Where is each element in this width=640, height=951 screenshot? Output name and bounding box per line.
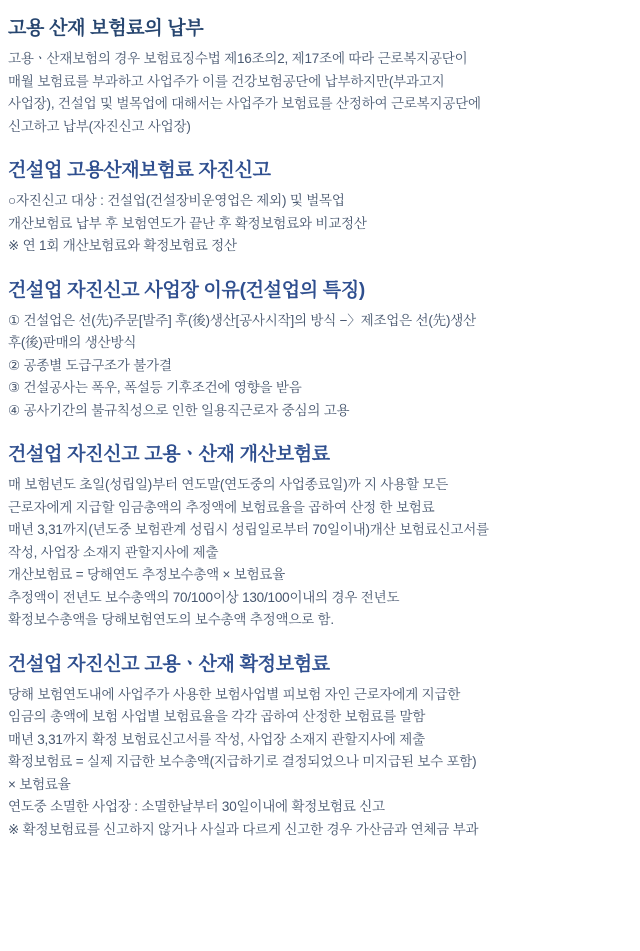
section-line: ※ 확정보험료를 신고하지 않거나 사실과 다르게 신고한 경우 가산금과 연체금 부과 <box>8 821 479 837</box>
section-line: 확정보험료 = 실제 지급한 보수총액(지급하기로 결정되었으나 미지급된 보수 포함) <box>8 754 477 769</box>
section-line: 임금의 총액에 보험 사업별 보험료율을 각각 곱하여 산정한 보험료를 말함 <box>8 709 426 724</box>
section-line: 작성, 사업장 소재지 관할지사에 제출 <box>8 544 219 560</box>
section-line: 추정액이 전년도 보수총액의 70/100이상 130/100이내의 경우 전년도 <box>8 589 400 605</box>
section-line: 후(後)판매의 생산방식 <box>8 335 137 350</box>
section-line: 연도중 소멸한 사업장 : 소멸한날부터 30일이내에 확정보험료 신고 <box>8 799 385 814</box>
section-line: ② 공종별 도급구조가 불가결 <box>8 357 172 373</box>
section-line: 개산보험료 = 당해연도 추정보수총액 × 보험료율 <box>8 567 286 582</box>
section-payment <box>8 16 632 138</box>
section-line: 개산보험료 납부 후 보험연도가 끝난 후 확정보험료와 비교정산 <box>8 215 367 231</box>
section-title-estimate-premium: 건설업 자진신고 고용ㆍ산재 개산보험료 <box>8 444 330 465</box>
section-line: 확정보수총액을 당해보험연도의 보수총액 추정액으로 함. <box>8 612 334 627</box>
section-line: ○자진신고 대상 : 건설업(건설장비운영업은 제외) 및 벌목업 <box>8 193 345 208</box>
section-title-reason: 건설업 자진신고 사업장 이유(건설업의 특징) <box>8 279 365 301</box>
section-title-final-premium: 건설업 자진신고 고용ㆍ산재 확정보험료 <box>8 653 330 675</box>
section-line: 사업장), 건설업 및 벌목업에 대해서는 사업주가 보험료를 산정하여 근로복지공단에 <box>8 96 481 111</box>
section-line: ① 건설업은 선(先)주문[발주] 후(後)생산[공사시작]의 방식 −〉제조업은 선(先)생산 <box>8 312 476 328</box>
section-reason <box>8 278 632 423</box>
section-title-payment: 고용 산재 보험료의 납부 <box>8 18 204 39</box>
section-line: ※ 연 1회 개산보험료와 확정보험료 정산 <box>8 238 237 253</box>
section-line: 매년 3,31까지 확정 보험료신고서를 작성, 사업장 소재지 관할지사에 제출 <box>8 731 425 747</box>
section-line: 당해 보험연도내에 사업주가 사용한 보험사업별 피보험 자인 근로자에게 지급한 <box>8 686 461 702</box>
section-line: 매 보험년도 초일(성립일)부터 연도말(연도중의 사업종료일)까 지 사용할 모든 <box>8 477 449 492</box>
section-line: 고용ㆍ산재보험의 경우 보험료징수법 제16조의2, 제17조에 따라 근로복지공단이 <box>8 51 468 66</box>
section-line: ④ 공사기간의 불규칙성으로 인한 일용직근로자 중심의 고용 <box>8 402 350 418</box>
section-line: 신고하고 납부(자진신고 사업장) <box>8 118 191 134</box>
section-line: × 보험료율 <box>8 776 71 792</box>
section-final-premium <box>8 652 632 842</box>
section-line: 매년 3,31까지(년도중 보험관계 성립시 성립일로부터 70일이내)개산 보험료신고서를 <box>8 522 489 537</box>
section-line: 매월 보험료를 부과하고 사업주가 이를 건강보험공단에 납부하지만(부과고지 <box>8 73 445 89</box>
section-title-self-report: 건설업 고용산재보험료 자진신고 <box>8 160 271 181</box>
section-self-report <box>8 158 632 258</box>
section-line: 근로자에게 지급할 임금총액의 추정액에 보험료율을 곱하여 산정 한 보험료 <box>8 499 435 515</box>
section-estimate-premium <box>8 442 632 632</box>
section-line: ③ 건설공사는 폭우, 폭설등 기후조건에 영향을 받음 <box>8 380 302 395</box>
